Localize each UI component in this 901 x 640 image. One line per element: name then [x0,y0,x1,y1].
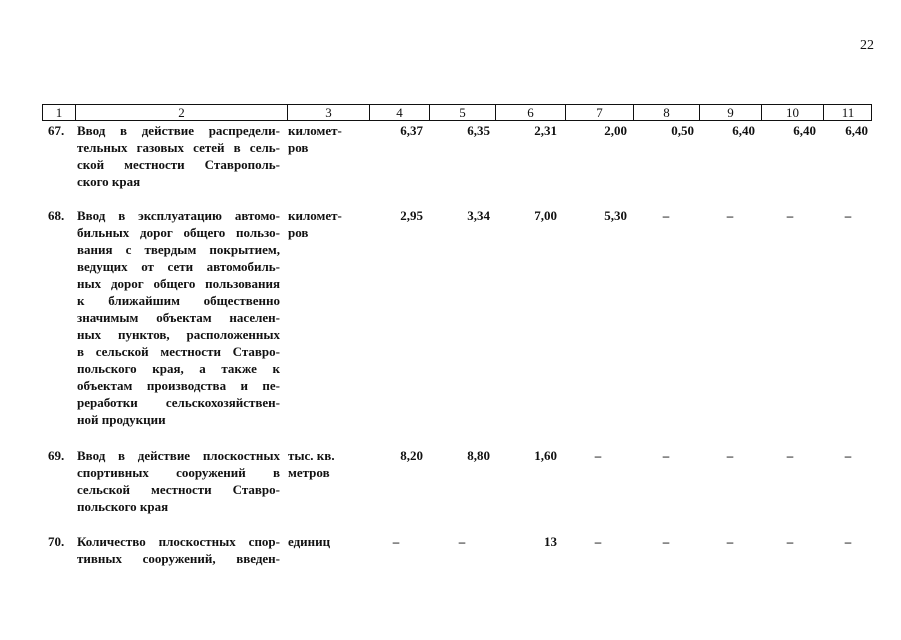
name-line: значимым объектам населен- [77,310,280,325]
value-col-5: 8,80 [467,448,490,463]
name-line: сельской местности Ставро- [77,482,280,497]
value-col-5: 3,34 [467,208,490,223]
name-line: спортивных сооружений в [77,465,280,480]
unit-of-measure [288,533,358,550]
table-header-row [42,104,872,121]
value-col-8: – [662,534,670,549]
header-col-9: 9 [699,105,761,120]
value-col-7: – [594,448,602,463]
header-col-7: 7 [565,105,633,120]
indicator-name [77,207,280,428]
value-col-9: – [726,534,734,549]
value-col-6: 2,31 [534,123,557,138]
value-col-10: 6,40 [793,123,816,138]
value-col-11: – [844,534,852,549]
value-col-11: – [844,448,852,463]
name-line: ской местности Ставрополь- [77,157,280,172]
header-col-6: 6 [495,105,565,120]
unit-line: километ- [288,123,342,138]
value-col-9: 6,40 [732,123,755,138]
row-number: 68. [48,208,65,223]
row-number: 70. [48,534,65,549]
value-col-6: 13 [544,534,557,549]
unit-line: километ- [288,208,342,223]
name-line: объектам производства и пе- [77,378,280,393]
value-col-6: 7,00 [534,208,557,223]
name-line: Количество плоскостных спор- [77,534,280,549]
name-line: ведущих от сети автомобиль- [77,259,280,274]
name-line: в сельской местности Ставро- [77,344,280,359]
name-line: тивных сооружений, введен- [77,551,280,566]
unit-of-measure [288,207,358,241]
header-col-4: 4 [369,105,429,120]
value-col-10: – [786,448,794,463]
header-col-2: 2 [75,105,287,120]
unit-line: метров [288,465,330,480]
name-line: польского края, а также к [77,361,280,376]
header-col-1: 1 [55,105,63,120]
value-col-4: 2,95 [400,208,423,223]
value-col-9: – [726,208,734,223]
value-col-11: – [844,208,852,223]
value-col-4: 6,37 [400,123,423,138]
page-number: 22 [860,38,874,53]
unit-of-measure [288,122,358,156]
value-col-6: 1,60 [534,448,557,463]
indicator-name [77,447,280,515]
value-col-9: – [726,448,734,463]
unit-line: ров [288,225,309,240]
value-col-4: 8,20 [400,448,423,463]
unit-line: ров [288,140,309,155]
value-col-7: 5,30 [604,208,627,223]
header-col-3: 3 [287,105,369,120]
name-line: реработки сельскохозяйствен- [77,395,280,410]
value-col-10: – [786,534,794,549]
indicator-name [77,533,280,567]
name-line: к ближайшим общественно [77,293,280,308]
value-col-11: 6,40 [845,123,868,138]
header-col-11: 11 [823,105,872,120]
name-line: ского края [77,174,141,189]
header-col-10: 10 [761,105,823,120]
name-line: польского края [77,499,169,514]
value-col-7: 2,00 [604,123,627,138]
name-line: бильных дорог общего пользо- [77,225,280,240]
value-col-5: – [458,534,466,549]
name-line: ных дорог общего пользования [77,276,280,291]
value-col-5: 6,35 [467,123,490,138]
value-col-10: – [786,208,794,223]
value-col-4: – [392,534,400,549]
unit-of-measure [288,447,358,481]
row-number: 69. [48,448,65,463]
name-line: Ввод в действие распредели- [77,123,280,138]
value-col-8: – [662,208,670,223]
name-line: ных пунктов, расположенных [77,327,280,342]
value-col-8: 0,50 [671,123,694,138]
name-line: Ввод в эксплуатацию автомо- [77,208,280,223]
name-line: ной продукции [77,412,166,427]
name-line: тельных газовых сетей в сель- [77,140,280,155]
name-line: вания с твердым покрытием, [77,242,280,257]
header-col-8: 8 [633,105,699,120]
row-number: 67. [48,123,65,138]
value-col-8: – [662,448,670,463]
indicator-name [77,122,280,190]
unit-line: единиц [288,534,331,549]
value-col-7: – [594,534,602,549]
header-col-5: 5 [429,105,495,120]
name-line: Ввод в действие плоскостных [77,448,280,463]
unit-line: тыс. кв. [288,448,335,463]
